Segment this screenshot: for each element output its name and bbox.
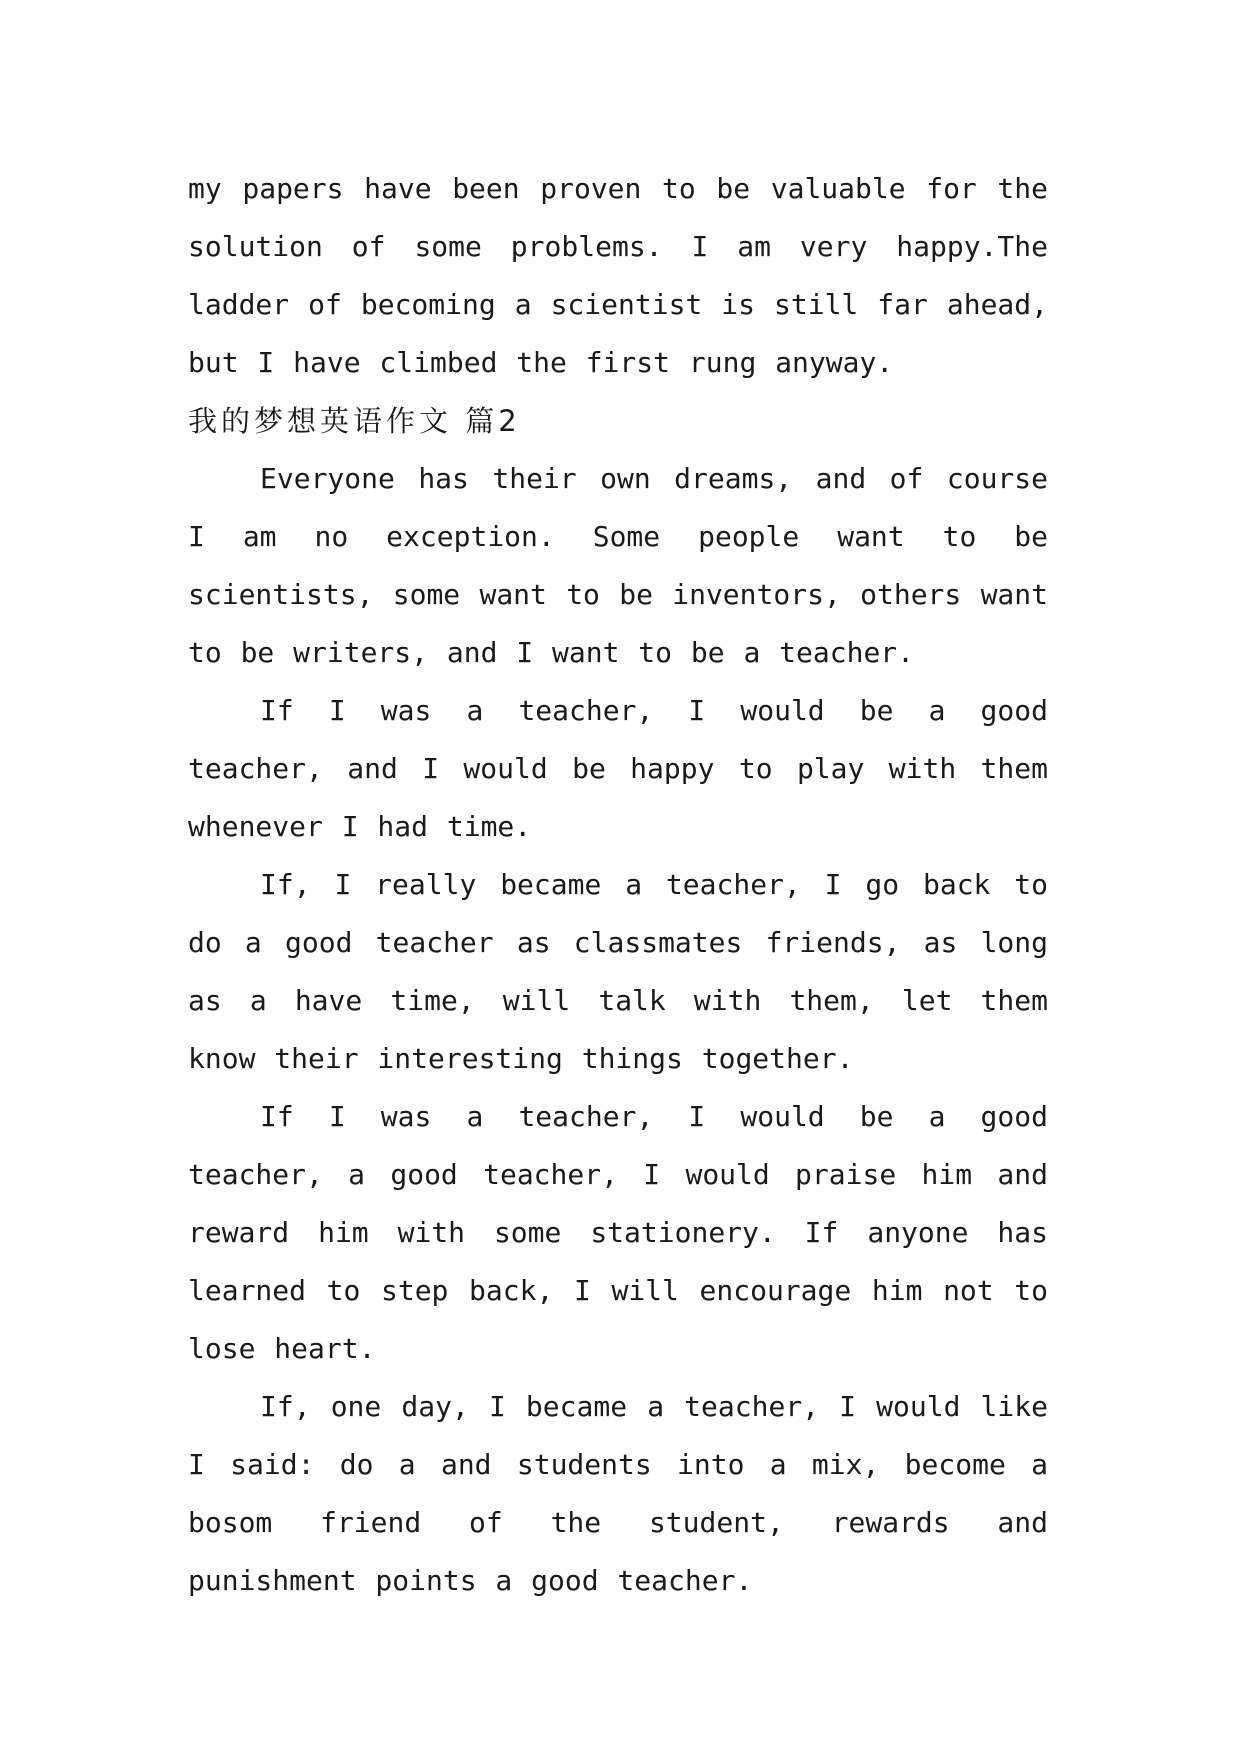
essay-paragraph: If, one day, I became a teacher, I would like I said: do a and students into a mix, become a bosom friend of the student, rewards and punishment points a good teacher. xyxy=(188,1390,1048,1597)
essay-paragraph-continued: my papers have been proven to be valuable for the solution of some problems. I am very happy.The ladder of becoming a scientist is still far ahead, but I have climbed the first rung anyway. xyxy=(188,172,1048,379)
essay-paragraph: If, I really became a teacher, I go back to do a good teacher as classmates friends, as long as a have time, will talk with them, let them know their interesting things together. xyxy=(188,868,1048,1075)
essay-paragraph: If I was a teacher, I would be a good teacher, and I would be happy to play with them whenever I had time. xyxy=(188,694,1048,843)
essay-body xyxy=(188,160,1048,1610)
essay-paragraph: Everyone has their own dreams, and of course I am no exception. Some people want to be scientists, some want to be inventors, others want to be writers, and I want to be a teacher. xyxy=(188,462,1048,669)
essay-paragraph: If I was a teacher, I would be a good teacher, a good teacher, I would praise him and reward him with some stationery. If anyone has learned to step back, I will encourage him not to lose heart. xyxy=(188,1100,1048,1365)
essay-heading: 我的梦想英语作文 篇2 xyxy=(188,404,521,438)
